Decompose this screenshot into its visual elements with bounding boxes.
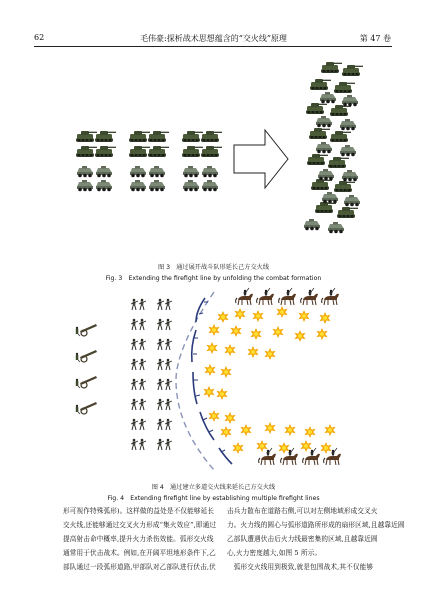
page-number: 62 xyxy=(34,33,45,42)
explosion-icon xyxy=(203,306,335,454)
body-line: 交火线,还能够通过交叉火力形成“集火效应”,即通过 xyxy=(63,521,217,529)
body-line: 力。火力线的圆心与弧形道路所形成的扇形区域,且越靠近圆 xyxy=(227,521,405,529)
body-line: 提高射击命中概率,提升火力杀伤效能。弧形交火线 xyxy=(63,535,214,543)
figure-4-caption-en: Fig. 4 Extending firefight line by establishing multiple firefight lines xyxy=(107,495,320,502)
tank-icon xyxy=(76,131,222,157)
arc-firing-line xyxy=(192,298,232,464)
body-line: 心,火力密度越大,如图 5 所示。 xyxy=(227,549,322,557)
figure-4 xyxy=(76,288,341,470)
artillery-icon xyxy=(76,324,97,414)
figure-3-caption-en: Fig. 3 Extending the firefight line by unfolding the combat formation xyxy=(105,275,322,282)
body-line: 部队通过一段弧形道路,甲部队对乙部队进行伏击,伏 xyxy=(63,563,216,571)
body-line: 弧形交火线用到极致,就是包围战术,其不仅能够 xyxy=(227,563,374,571)
body-line: 通常用于伏击战术。例如,在开阔平坦地形条件下,乙 xyxy=(63,549,216,557)
dashed-road-edge xyxy=(176,292,214,470)
figure-3 xyxy=(76,62,363,233)
unfolded-formation xyxy=(304,62,363,233)
body-line: 乙部队遭遇伏击后火力线最密集的区域,且越靠近圆 xyxy=(227,535,378,543)
soldier-icon xyxy=(131,299,172,450)
volume-label: 第 47 卷 xyxy=(359,34,391,43)
figure-3-caption-zh: 图 3 通过展开战斗队形延长己方交火线 xyxy=(157,264,270,271)
armored-car-icon xyxy=(77,166,218,191)
figure-4-caption-zh: 图 4 通过建立多道交火线来延长己方交火线 xyxy=(151,484,276,491)
initial-formation xyxy=(76,131,222,191)
running-title: 毛伟豪:探析战术思想蕴含的“交火线”原理 xyxy=(140,34,287,43)
right-arrow-icon xyxy=(234,130,288,188)
body-line: 形可视作特殊弧形)。这样做的益处是不仅能够延长 xyxy=(63,507,215,515)
body-line: 击兵力散布在道路右侧,可以对左侧地域形成交叉火 xyxy=(227,507,378,515)
